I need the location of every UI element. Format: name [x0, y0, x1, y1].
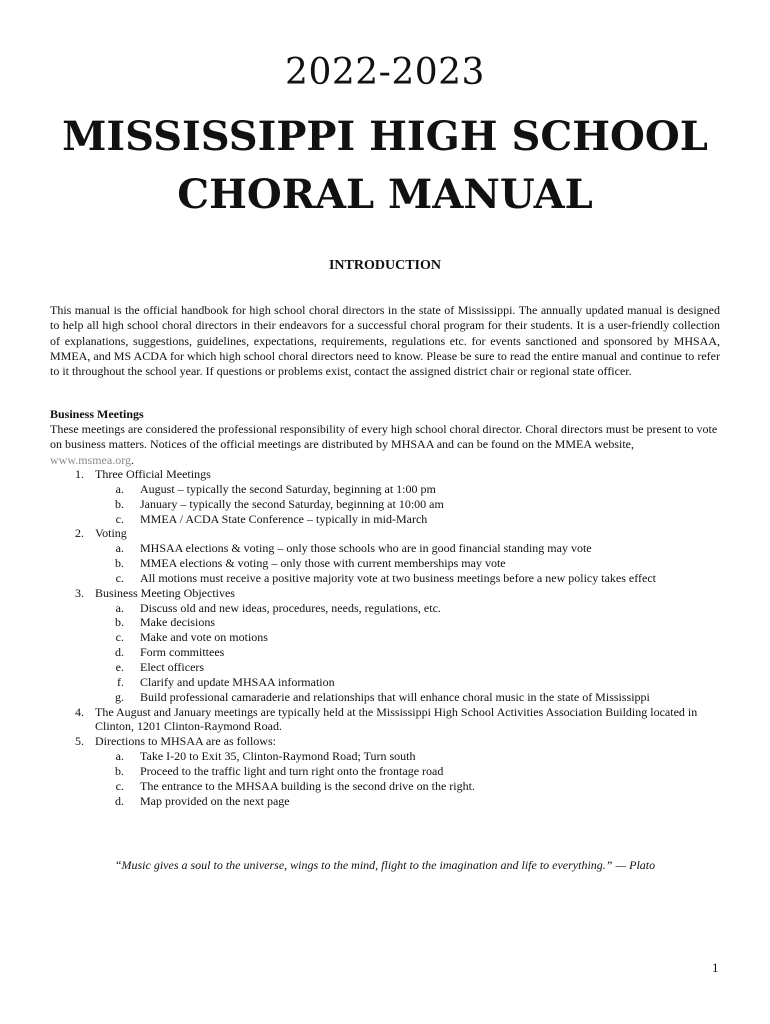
list-item: [50, 705, 720, 735]
quote-author: — Plato: [612, 858, 656, 872]
sub-list-item-letter: a.: [115, 541, 124, 556]
sub-list-item-text: MMEA elections & voting – only those with current memberships may vote: [140, 556, 506, 571]
sub-list-item-letter: b.: [115, 763, 124, 778]
list-item-text: Business Meeting Objectives: [95, 585, 235, 600]
sub-list-item-text: Form committees: [140, 645, 225, 660]
list-item-text: Voting: [95, 526, 127, 541]
sub-list-item: [50, 794, 720, 809]
sub-list-item-letter: g.: [115, 689, 124, 704]
list-item-number: 5.: [75, 734, 84, 749]
sub-list-item: [50, 556, 720, 571]
list-item: [50, 467, 720, 482]
sub-list-item-letter: d.: [115, 645, 124, 660]
title-line-1: MISSISSIPPI HIGH SCHOOL: [62, 113, 708, 160]
sub-list-item-text: All motions must receive a positive majority vote at two business meetings before a new policy takes effect: [140, 570, 656, 585]
sub-list-item: [50, 645, 720, 660]
sub-list-item-letter: c.: [115, 570, 124, 585]
sub-list-item: [50, 512, 720, 527]
list-item-number: 3.: [75, 585, 84, 600]
page-number: 1: [712, 960, 719, 975]
title-year: 2022-2023: [285, 52, 485, 93]
sub-list-item: [50, 779, 720, 794]
list-item: [50, 734, 720, 749]
sub-list-item-letter: d.: [115, 793, 124, 808]
sub-list-item-text: MHSAA elections & voting – only those schools who are in good financial standing may vote: [140, 541, 592, 556]
sub-list-item-text: MMEA / ACDA State Conference – typically in mid-March: [140, 511, 428, 526]
sub-list-item-text: January – typically the second Saturday, beginning at 10:00 am: [140, 496, 444, 511]
sub-list-item-text: Map provided on the next page: [140, 793, 290, 808]
link-suffix: .: [131, 452, 134, 467]
introduction-paragraph: This manual is the official handbook for high school choral directors in the state of Mississippi. The annually updated manual is designed to help all high school choral directors in their endeavors for a successful choral program for their students. It is a user-friendly collection of explanations, suggestions, guidelines, expectations, requirements, regulations etc. for events sanctioned and sponsored by MHSAA, MMEA, and MS ACDA for which high school choral directors need to know. Please be sure to read the entire manual and continue to refer to it throughout the school year. If questions or problems exist, contact the assigned district chair or regional state officer.: [50, 303, 720, 379]
sub-list-item: [50, 497, 720, 512]
quote-text: “Music gives a soul to the universe, wings to the mind, flight to the imagination and life to everything.”: [114, 858, 613, 872]
list-item-number: 1.: [75, 467, 84, 481]
sub-list-item-text: The entrance to the MHSAA building is the second drive on the right.: [140, 778, 475, 793]
list-item: [50, 526, 720, 541]
sub-list-item-text: Take I-20 to Exit 35, Clinton-Raymond Road; Turn south: [140, 749, 416, 764]
list-item-text: The August and January meetings are typically held at the Mississippi High School Activities Association Building located in Clinton, 1201 Clinton-Raymond Road.: [95, 704, 698, 734]
sub-list-item-letter: a.: [115, 749, 124, 764]
sub-list-item-text: Elect officers: [140, 659, 205, 674]
sub-list-item-text: August – typically the second Saturday, beginning at 1:00 pm: [140, 481, 436, 496]
list-item-text: Directions to MHSAA are as follows:: [95, 734, 276, 749]
sub-list-item: [50, 749, 720, 764]
sub-list-item: [50, 660, 720, 675]
sub-list-item: [50, 615, 720, 630]
sub-list-item-letter: e.: [115, 659, 124, 674]
list-item: [50, 586, 720, 601]
sub-list-item: [50, 601, 720, 616]
sub-list-item-text: Make decisions: [140, 615, 215, 630]
plato-quote: [0, 858, 770, 873]
sub-list-item-text: Build professional camaraderie and relationships that will enhance choral music in the state of Mississippi: [140, 689, 650, 704]
sub-list-item-letter: b.: [115, 615, 124, 630]
sub-list-item-text: Discuss old and new ideas, procedures, needs, regulations, etc.: [140, 600, 441, 615]
sub-list-item-letter: c.: [115, 778, 124, 793]
sub-list-item-letter: f.: [117, 674, 124, 689]
list-item-number: 2.: [75, 526, 84, 541]
business-meetings-paragraph: [50, 422, 720, 468]
list-item-text: Three Official Meetings: [95, 467, 211, 481]
sub-list-item-letter: b.: [115, 556, 124, 571]
msmea-link[interactable]: www.msmea.org: [50, 452, 131, 467]
sub-list-item: [50, 630, 720, 645]
sub-list-item: [50, 690, 720, 705]
list-item-number: 4.: [75, 704, 84, 719]
sub-list-item: [50, 675, 720, 690]
business-meetings-list: [50, 467, 720, 808]
sub-list-item: [50, 764, 720, 779]
sub-list-item-letter: b.: [115, 496, 124, 511]
sub-list-item-letter: c.: [115, 511, 124, 526]
sub-list-item-text: Clarify and update MHSAA information: [140, 674, 335, 689]
title-line-2: CHORAL MANUAL: [177, 171, 593, 218]
sub-list-item-text: Proceed to the traffic light and turn right onto the frontage road: [140, 763, 444, 778]
sub-list-item-letter: a.: [115, 481, 124, 496]
sub-list-item-text: Make and vote on motions: [140, 630, 268, 645]
introduction-heading: INTRODUCTION: [328, 258, 441, 273]
sub-list-item: [50, 482, 720, 497]
sub-list-item-letter: c.: [115, 630, 124, 645]
sub-list-item-letter: a.: [115, 600, 124, 615]
sub-list-item: [50, 541, 720, 556]
business-meetings-heading: Business Meetings: [50, 407, 144, 421]
business-meetings-text: These meetings are considered the professional responsibility of every high school choral director. Choral directors must be present to vote on business matters. Notices of the official meetings are distributed by MHSAA and can be found on the MMEA website,: [50, 422, 718, 452]
document-title: [0, 108, 770, 224]
sub-list-item: [50, 571, 720, 586]
